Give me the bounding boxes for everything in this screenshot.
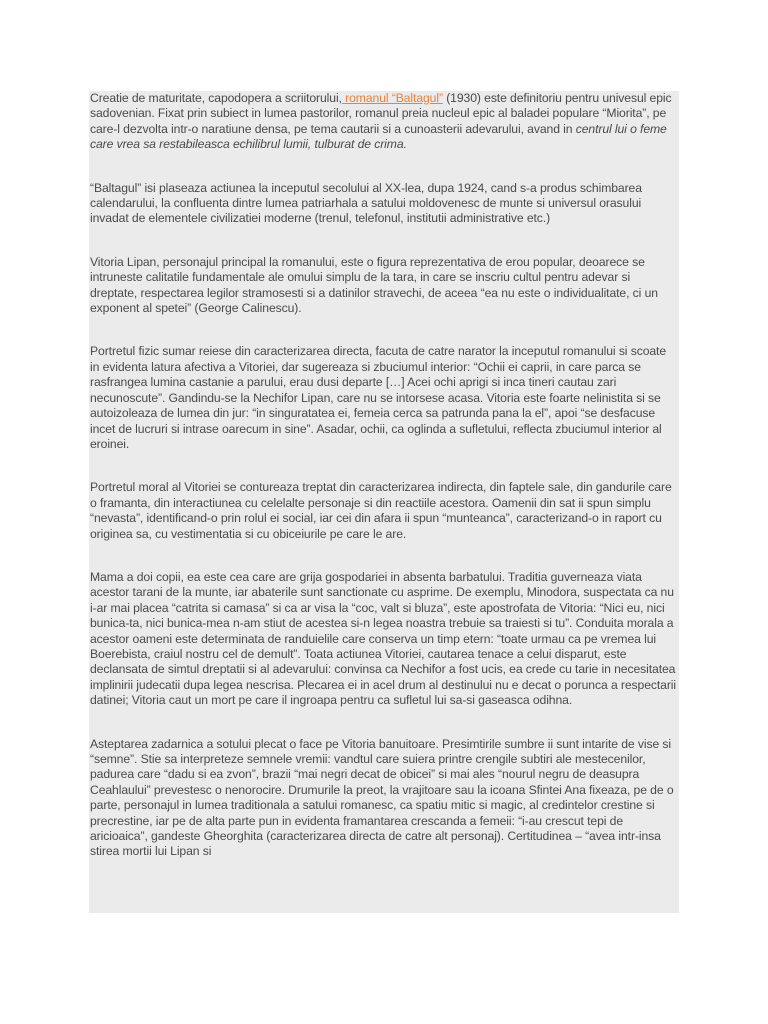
paragraph-waiting: Asteptarea zadarnica a sotului plecat o face pe Vitoria banuitoare. Presimtirile sumbre ii sunt intarite de vise si “semne”. Stie sa interpreteze semnele vremii: vandtul care suiera printre crengile subtiri ale mestecenilor, padurea care “dadu si ea zvon”, brazii “mai negri decat de obicei” si mai ales “nourul negru de deasupra Ceahlaului” prevestesc o nenorocire. Drumurile la preot, la vrajitoare sau la icoana Sfintei Ana fixeaza, pe de o parte, personajul in lumea traditionala a satului romanesc, ca spatiu mitic si magic, al credintelor crestine si precrestine, iar pe de alta parte pun in evidenta framantarea crescanda a femeii: “i-au crescut tepi de aricioaica”, gandeste Gheorghita (caracterizarea directa de catre alt personaj). Certitudinea – “avea intr-insa stirea mortii lui Lipan si xyxy=(90,736,674,859)
paragraph-tradition: Mama a doi copii, ea este cea care are grija gospodariei in absenta barbatului. Traditia guverneaza viata acestor tarani de la munte, iar abaterile sunt sanctionate cu asprime. De exemplu, Minodora, suspectata ca nu i-ar mai placea “catrita si camasa” si ca ar visa la “coc, valt si bluza”, este apostrofata de Vitoria: “Nici eu, nici bunica-ta, nici bunica-mea n-am stiut de acestea si-n legea noastra trebuie sa traiesti si tu”. Conduita morala a acestor oameni este determinata de randuielile care conserva un timp etern: “toate urmau ca pe vremea lui Boerebista, craiul nostru cel de demult”. Toata actiunea Vitoriei, cautarea tenace a celui disparut, este declansata de simtul dreptatii si al adevarului: convinsa ca Nechifor a fost ucis, ea crede cu tarie in necesitatea implinirii judecatii dupa legea nescrisa. Plecarea ei in acel drum al destinului nu e decat o porunca a respectarii datinei; Vitoria caut un mort pe care il ingroapa pentru ca sufletul lui sa-si gaseasca odihna. xyxy=(90,569,677,708)
paragraph-moral-portrait: Portretul moral al Vitoriei se contureaza treptat din caracterizarea indirecta, din faptele sale, din gandurile care o framanta, din interactiunea cu celelalte personaje si din reactiile acestora. Oamenii din sat ii spun simplu “nevasta”, identificand-o prin rolul ei social, iar cei din afara ii spun “munteanca”, caracterizand-o in raport cu originea sa, cu vestimentatia si cu obiceiurile pe care le are. xyxy=(90,480,672,541)
intro-text-continued: (1930) este definitoriu pentru univesul epic sadovenian. Fixat prin subiect in lumea pastorilor, romanul preia nucleul epic al baladei populare “Miorita”, pe care-l dezvolta intr-o naratiune densa, pe tema cautarii si a cunoasterii adevarului, avand in xyxy=(90,91,672,136)
baltagul-link[interactable]: romanul “Baltagul” xyxy=(341,91,443,105)
intro-italic-text: centrul lui o feme care vrea sa restabileasca echilibrul lumii, tulburat de crima. xyxy=(90,121,667,152)
essay-text-block xyxy=(89,91,679,913)
paragraph-intro xyxy=(89,91,679,153)
intro-text: Creatie de maturitate, capodopera a scriitorului, xyxy=(90,91,342,105)
paragraph-setting: “Baltagul” isi plaseaza actiunea la inceputul secolului al XX-lea, dupa 1924, cand s-a produs schimbarea calendarului, la confluenta dintre lumea patriarhala a satului moldovenesc de munte si universul orasului invadat de elementele civilizatiei moderne (trenul, telefonul, institutii administrative etc.) xyxy=(90,180,642,226)
paragraph-physical-portrait: Portretul fizic sumar reiese din caracterizarea directa, facuta de catre narator la inceputul romanului si scoate in evidenta latura afectiva a Vitoriei, dar sugereaza si zbuciumul interior: “Ochii ei caprii, in care parca se rasfrangea lumina castanie a parului, erau dusi departe […] Acei ochi aprigi si inca tineri cautau zari necunoscute”. Gandindu-se la Nechifor Lipan, care nu se intorsese acasa. Vitoria este foarte nelinistita si se autoizoleaza de lumea din jur: “in singuratatea ei, femeia cerca sa patrunda pana la el”, apoi “se desfacuse incet de lucruri si intrase oarecum in sine”. Asadar, ochii, ca oglinda a sufletului, reflecta zbuciumul interior al eroinei. xyxy=(90,344,667,451)
paragraph-vitoria-lipan: Vitoria Lipan, personajul principal la romanului, este o figura reprezentativa de erou popular, deoarece se intruneste calitatile fundamentale ale omului simplu de la tara, in care se inscriu cultul pentru adevar si dreptate, respectarea legilor stramosesti si a datinilor stravechi, de aceea “ea nu este o individualitate, ci un exponent al spetei” (George Calinescu). xyxy=(90,254,658,316)
